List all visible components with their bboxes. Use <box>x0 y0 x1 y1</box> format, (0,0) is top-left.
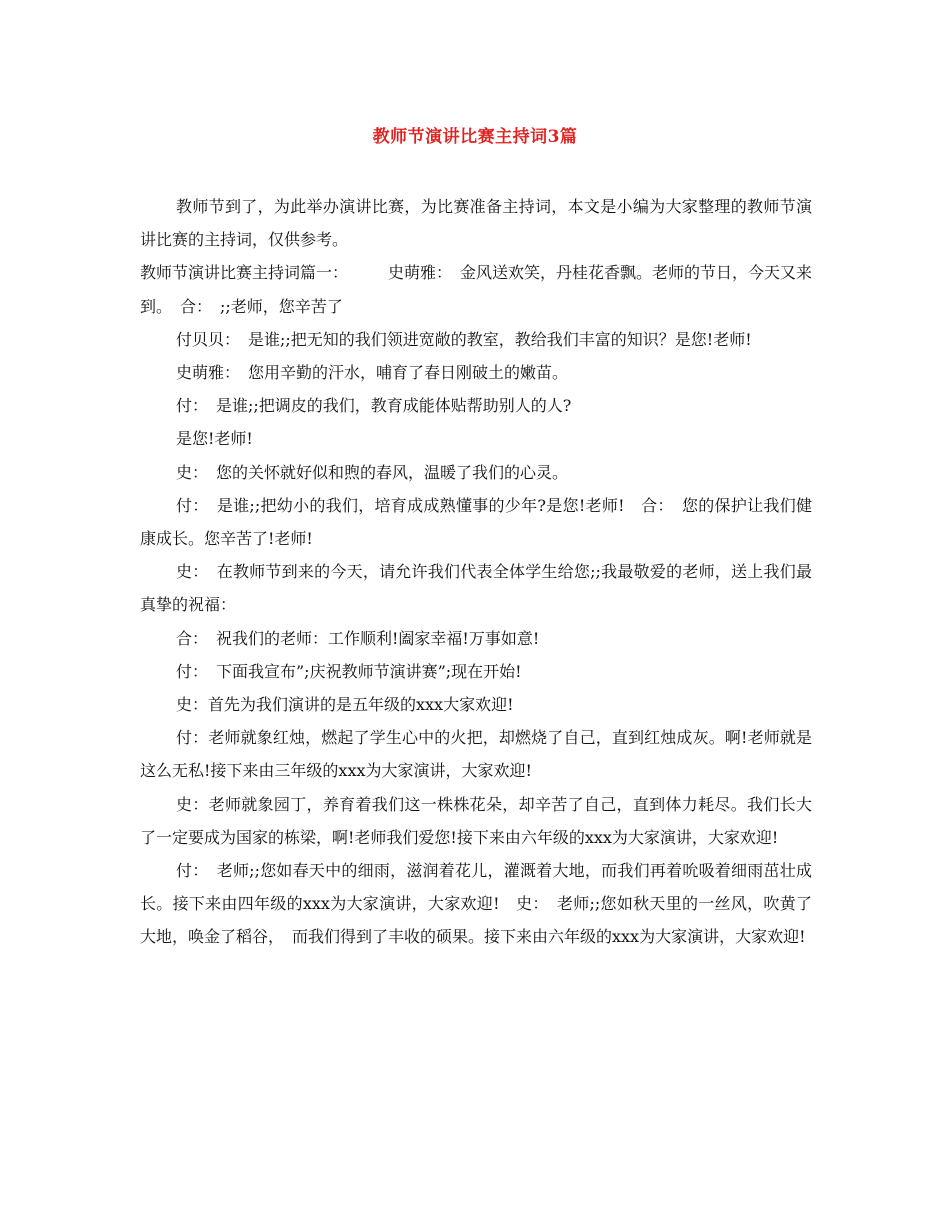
paragraph: 史：首先为我们演讲的是五年级的xxx大家欢迎! <box>176 695 514 715</box>
paragraph: 付： 是谁;;把幼小的我们，培育成成熟懂事的少年?是您!老师! 合： 您的保护让我们健康成长。您辛苦了!老师! <box>140 495 812 549</box>
paragraph: 付：老师就象红烛，燃起了学生心中的火把，却燃烧了自己，直到红烛成灰。啊!老师就是这么无私!接下来由三年级的xxx为大家演讲，大家欢迎! <box>140 728 812 781</box>
document-title: 教师节演讲比赛主持词3篇 <box>372 127 578 147</box>
paragraph: 付： 下面我宣布”;庆祝教师节演讲赛”;现在开始! <box>176 661 522 681</box>
paragraph: 史： 您的关怀就好似和煦的春风，温暖了我们的心灵。 <box>176 462 569 482</box>
paragraph: 教师节演讲比赛主持词篇一： 史萌雅： 金风送欢笑，丹桂花香飘。老师的节日，今天又来到。 合： ;;老师，您辛苦了 <box>140 263 813 316</box>
paragraph: 付贝贝： 是谁;;把无知的我们领进宽敞的教室，教给我们丰富的知识？是您!老师! <box>176 329 752 349</box>
paragraph: 史萌雅： 您用辛勤的汗水，哺育了春日刚破土的嫩苗。 <box>176 363 569 383</box>
paragraph: 史：老师就象园丁，养育着我们这一株株花朵，却辛苦了自己，直到体力耗尽。我们长大了一定要成为国家的栋梁，啊!老师我们爱您!接下来由六年级的xxx为大家演讲，大家欢迎! <box>140 794 812 847</box>
paragraph: 合： 祝我们的老师：工作顺利!阖家幸福!万事如意! <box>176 628 540 648</box>
paragraph: 付： 是谁;;把调皮的我们，教育成能体贴帮助别人的人? <box>176 396 572 416</box>
paragraph: 是您!老师! <box>176 429 253 449</box>
paragraph: 教师节到了，为此举办演讲比赛，为比赛准备主持词，本文是小编为大家整理的教师节演讲比赛的主持词，仅供参考。 <box>140 197 812 250</box>
paragraph: 史： 在教师节到来的今天，请允许我们代表全体学生给您;;我最敬爱的老师，送上我们最真挚的祝福： <box>140 562 812 615</box>
document-body <box>140 190 812 954</box>
paragraph: 付： 老师;;您如春天中的细雨，滋润着花儿，灌溉着大地，而我们再着吮吸着细雨茁壮成长。接下来由四年级的xxx为大家演讲，大家欢迎! 史： 老师;;您如秋天里的一丝风，吹黄了大地，唤金了稻谷， 而我们得到了丰收的硕果。接下来由六年级的xxx为大家演讲，大家欢迎! <box>140 861 812 947</box>
